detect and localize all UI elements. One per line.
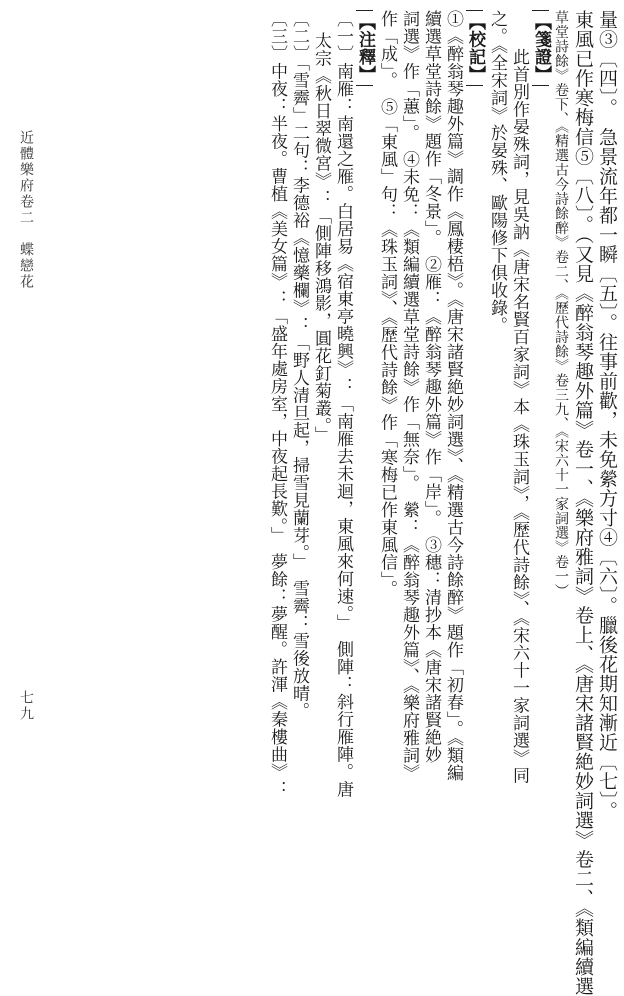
jianzheng-line-1: 此首別作晏殊詞，見吳訥《唐宋名賢百家詞》本《珠玉詞》，《歷代詩餘》、《宋六十一家詞選》同 [509,48,529,784]
poem-note-tail: 草堂詩餘》卷下、《精選古今詩餘醉》卷二、《歷代詩餘》卷三九、《宋六十一家詞選》卷一） [553,10,569,598]
jiaoji-line-3: 詞選》作「蕙」。 ④未免：《類編續選草堂詩餘》作「無奈」。 縈：《醉翁琴趣外篇》、《樂府雅詞》 [399,10,419,782]
page-number: 七九 [18,690,34,722]
jiaoji-line-2: 續選草堂詩餘》題作「冬景」。 ②雁：《醉翁琴趣外篇》作「岸」。 ③穗：清抄本《唐宋諸賢絶妙 [421,10,441,764]
poem-line-2: 東風已作寒梅信⑤〔八〕。（又見《醉翁琴趣外篇》卷一、《樂府雅詞》卷上、《唐宋諸賢絶妙詞選》卷二、《類編續選 [572,10,594,996]
jiaoji-line-1: ①《醉翁琴趣外篇》調作《鳳棲梧》。《唐宋諸賢絶妙詞選》、《精選古今詩餘醉》題作「初春」。《類編 [443,10,463,782]
zhushi-line-4: 〔三〕中夜：半夜。曹植《美女篇》：「盛年處房室，中夜起長歎。」 夢餘：夢醒。許渾《秦樓曲》： [267,10,287,798]
page-footer [0,0,60,863]
jianzheng-line-2: 之。《全宋詞》於晏殊、歐陽修下俱收錄。 [487,10,507,334]
jiaoji-heading: 【校記】 [466,10,483,86]
jiaoji-line-4: 作「成」。 ⑤「東風」句：《珠玉詞》、《歷代詩餘》作「寒梅已作東風信」。 [377,10,397,598]
poem-line-1: 量③〔四〕。 急景流年都一瞬〔五〕。往事前歡，未免縈方寸④〔六〕。臘後花期知漸近〔七〕。 [596,10,618,821]
jianzheng-heading: 【箋證】 [532,10,549,86]
zhushi-line-2: 太宗《秋日翠微宮》：「側陣移鴻影，圓花釘菊叢。」 [311,32,331,444]
zhushi-line-3: 〔二〕「雪霽」二句：李德裕《憶藥欄》：「野人清旦起，掃雪見蘭芽。」 雪霽：雪後放晴。 [289,10,309,720]
zhushi-line-1: 〔一〕南雁：南還之雁。白居易《宿東亭曉興》：「南雁去未迴，東風來何速。」 側陣：斜行雁陣。唐 [333,10,353,798]
running-head: 近體樂府卷二 蝶戀花 [18,130,34,290]
zhushi-heading: 【注釋】 [356,10,373,86]
